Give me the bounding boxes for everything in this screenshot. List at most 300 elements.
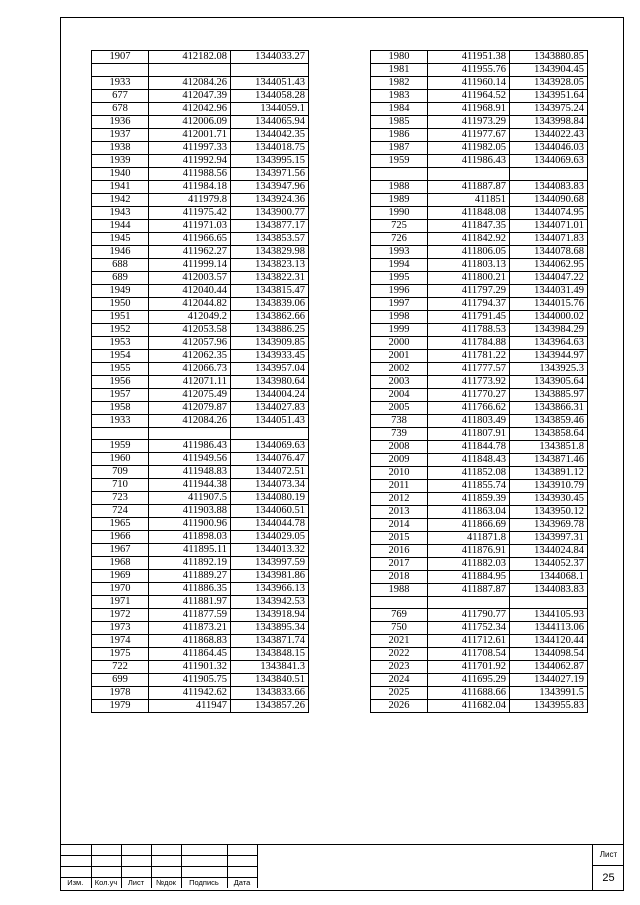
x-coordinate-cell: 411986.43 (149, 440, 231, 453)
table-row (92, 258, 309, 271)
y-coordinate-cell: 1344059.1 (231, 102, 309, 115)
y-coordinate-cell: 1343823.13 (231, 258, 309, 271)
y-coordinate-cell: 1344071.01 (510, 219, 588, 232)
table-row (371, 362, 588, 375)
x-coordinate-cell: 411848.43 (428, 453, 510, 466)
table-row (371, 427, 588, 440)
y-coordinate-cell: 1344018.75 (231, 141, 309, 154)
table-row (371, 557, 588, 570)
point-number-cell: 2021 (371, 635, 428, 648)
table-row (92, 206, 309, 219)
table-row (371, 271, 588, 284)
table-row (371, 661, 588, 674)
point-number-cell: 1972 (92, 609, 149, 622)
title-block-grid (60, 845, 258, 888)
y-coordinate-cell: 1343841.3 (231, 661, 309, 674)
y-coordinate-cell: 1344069.63 (231, 440, 309, 453)
y-coordinate-cell: 1343886.25 (231, 323, 309, 336)
x-coordinate-cell: 411955.76 (428, 64, 510, 77)
point-number-cell: 1946 (92, 245, 149, 258)
x-coordinate-cell (428, 168, 510, 181)
point-number-cell: 1971 (92, 596, 149, 609)
x-coordinate-cell: 411695.29 (428, 674, 510, 687)
table-row (371, 700, 588, 713)
table-row (92, 414, 309, 427)
table-row (92, 271, 309, 284)
point-number-cell: 1939 (92, 154, 149, 167)
point-number-cell (371, 168, 428, 181)
x-coordinate-cell: 411797.29 (428, 284, 510, 297)
y-coordinate-cell: 1343840.51 (231, 674, 309, 687)
point-number-cell: 2012 (371, 492, 428, 505)
y-coordinate-cell (510, 596, 588, 609)
table-row (92, 674, 309, 687)
title-block (60, 844, 624, 891)
stamp-kol-uch-label: Кол.уч (91, 877, 121, 888)
y-coordinate-cell: 1343905.64 (510, 375, 588, 388)
x-coordinate-cell: 411790.77 (428, 609, 510, 622)
y-coordinate-cell: 1343857.26 (231, 700, 309, 713)
x-coordinate-cell: 411895.11 (149, 544, 231, 557)
y-coordinate-cell: 1344076.47 (231, 453, 309, 466)
point-number-cell: 1983 (371, 90, 428, 103)
y-coordinate-cell: 1344051.43 (231, 76, 309, 89)
point-number-cell: 2023 (371, 661, 428, 674)
point-number-cell: 726 (371, 232, 428, 245)
y-coordinate-cell: 1344098.54 (510, 648, 588, 661)
y-coordinate-cell: 1343848.15 (231, 648, 309, 661)
y-coordinate-cell: 1344068.1 (510, 570, 588, 583)
point-number-cell: 1933 (92, 414, 149, 427)
x-coordinate-cell: 412071.11 (149, 375, 231, 388)
table-row (92, 570, 309, 583)
table-row (92, 349, 309, 362)
y-coordinate-cell: 1343998.84 (510, 116, 588, 129)
point-number-cell: 1965 (92, 518, 149, 531)
point-number-cell: 1994 (371, 258, 428, 271)
table-row (92, 323, 309, 336)
table-row (371, 323, 588, 336)
y-coordinate-cell: 1344090.68 (510, 193, 588, 206)
point-number-cell: 2022 (371, 648, 428, 661)
point-number-cell: 1907 (92, 51, 149, 64)
table-row (92, 401, 309, 414)
table-row (92, 76, 309, 89)
y-coordinate-cell: 1344060.51 (231, 505, 309, 518)
table-row (92, 635, 309, 648)
y-coordinate-cell: 1343925.3 (510, 362, 588, 375)
y-coordinate-cell: 1343858.64 (510, 427, 588, 440)
x-coordinate-cell: 411975.42 (149, 206, 231, 219)
x-coordinate-cell: 412182.08 (149, 51, 231, 64)
point-number-cell: 2011 (371, 479, 428, 492)
x-coordinate-cell: 411889.27 (149, 570, 231, 583)
sheet-label: Лист (593, 845, 624, 866)
x-coordinate-cell: 411688.66 (428, 687, 510, 700)
point-number-cell: 1959 (92, 440, 149, 453)
table-row (371, 492, 588, 505)
x-coordinate-cell: 412042.96 (149, 102, 231, 115)
table-row (92, 128, 309, 141)
table-row (371, 648, 588, 661)
table-row (371, 518, 588, 531)
point-number-cell: 1979 (92, 700, 149, 713)
x-coordinate-cell: 412047.39 (149, 89, 231, 102)
point-number-cell: 1987 (371, 142, 428, 155)
y-coordinate-cell: 1344044.78 (231, 518, 309, 531)
y-coordinate-cell: 1343829.98 (231, 245, 309, 258)
table-row (92, 427, 309, 440)
table-row (371, 245, 588, 258)
x-coordinate-cell: 411944.38 (149, 479, 231, 492)
x-coordinate-cell: 411851 (428, 193, 510, 206)
x-coordinate-cell: 411882.03 (428, 557, 510, 570)
y-coordinate-cell: 1344080.19 (231, 492, 309, 505)
y-coordinate-cell: 1344047.22 (510, 271, 588, 284)
y-coordinate-cell: 1344015.76 (510, 297, 588, 310)
y-coordinate-cell: 1343910.79 (510, 479, 588, 492)
point-number-cell: 1938 (92, 141, 149, 154)
table-row (92, 518, 309, 531)
y-coordinate-cell: 1343900.77 (231, 206, 309, 219)
x-coordinate-cell: 412084.26 (149, 76, 231, 89)
table-row (371, 51, 588, 64)
y-coordinate-cell: 1343964.63 (510, 336, 588, 349)
x-coordinate-cell: 411770.27 (428, 388, 510, 401)
table-row (92, 479, 309, 492)
point-number-cell: 724 (92, 505, 149, 518)
x-coordinate-cell: 411803.49 (428, 414, 510, 427)
point-number-cell: 1944 (92, 219, 149, 232)
point-number-cell: 1942 (92, 193, 149, 206)
table-row (371, 90, 588, 103)
x-coordinate-cell: 412003.57 (149, 271, 231, 284)
point-number-cell: 677 (92, 89, 149, 102)
x-coordinate-cell: 411951.38 (428, 51, 510, 64)
y-coordinate-cell: 1344027.19 (510, 674, 588, 687)
y-coordinate-cell: 1343975.24 (510, 103, 588, 116)
y-coordinate-cell: 1344072.51 (231, 466, 309, 479)
y-coordinate-cell: 1343969.78 (510, 518, 588, 531)
table-row (371, 180, 588, 193)
x-coordinate-cell: 411988.56 (149, 167, 231, 180)
x-coordinate-cell: 411784.88 (428, 336, 510, 349)
table-row (371, 349, 588, 362)
point-number-cell: 1967 (92, 544, 149, 557)
y-coordinate-cell: 1344052.37 (510, 557, 588, 570)
point-number-cell: 1945 (92, 232, 149, 245)
x-coordinate-cell: 411886.35 (149, 583, 231, 596)
y-coordinate-cell: 1343918.94 (231, 609, 309, 622)
point-number-cell: 2017 (371, 557, 428, 570)
point-number-cell: 1974 (92, 635, 149, 648)
point-number-cell: 750 (371, 622, 428, 635)
point-number-cell: 1937 (92, 128, 149, 141)
y-coordinate-cell: 1343933.45 (231, 349, 309, 362)
table-row (92, 154, 309, 167)
point-number-cell: 1968 (92, 557, 149, 570)
point-number-cell: 1981 (371, 64, 428, 77)
point-number-cell: 1988 (371, 180, 428, 193)
x-coordinate-cell: 411791.45 (428, 310, 510, 323)
y-coordinate-cell: 1343971.56 (231, 167, 309, 180)
x-coordinate-cell: 411949.56 (149, 453, 231, 466)
point-number-cell: 1957 (92, 388, 149, 401)
x-coordinate-cell: 411844.78 (428, 440, 510, 453)
table-row (371, 531, 588, 544)
y-coordinate-cell: 1344046.03 (510, 142, 588, 155)
point-number-cell: 1956 (92, 375, 149, 388)
table-row (371, 232, 588, 245)
y-coordinate-cell: 1344058.28 (231, 89, 309, 102)
table-row (92, 362, 309, 375)
point-number-cell: 2024 (371, 674, 428, 687)
table-row (92, 284, 309, 297)
coordinates-table-left (91, 50, 309, 713)
x-coordinate-cell: 412084.26 (149, 414, 231, 427)
y-coordinate-cell: 1343833.66 (231, 687, 309, 700)
x-coordinate-cell: 411907.5 (149, 492, 231, 505)
y-coordinate-cell: 1343924.36 (231, 193, 309, 206)
y-coordinate-cell: 1343981.86 (231, 570, 309, 583)
point-number-cell: 2015 (371, 531, 428, 544)
x-coordinate-cell: 411864.45 (149, 648, 231, 661)
x-coordinate-cell: 411863.04 (428, 505, 510, 518)
x-coordinate-cell: 411859.39 (428, 492, 510, 505)
table-row (371, 440, 588, 453)
point-number-cell (92, 427, 149, 440)
table-row (92, 141, 309, 154)
point-number-cell: 1982 (371, 77, 428, 90)
y-coordinate-cell: 1344071.83 (510, 232, 588, 245)
table-row (371, 129, 588, 142)
point-number-cell: 2004 (371, 388, 428, 401)
point-number-cell: 1995 (371, 271, 428, 284)
table-row (92, 440, 309, 453)
y-coordinate-cell: 1343997.31 (510, 531, 588, 544)
x-coordinate-cell: 411788.53 (428, 323, 510, 336)
point-number-cell: 1989 (371, 193, 428, 206)
table-row (92, 297, 309, 310)
y-coordinate-cell: 1343991.5 (510, 687, 588, 700)
x-coordinate-cell: 411752.34 (428, 622, 510, 635)
y-coordinate-cell: 1343877.17 (231, 219, 309, 232)
x-coordinate-cell: 412079.87 (149, 401, 231, 414)
table-row (92, 219, 309, 232)
y-coordinate-cell: 1343950.12 (510, 505, 588, 518)
table-row (92, 89, 309, 102)
point-number-cell: 723 (92, 492, 149, 505)
x-coordinate-cell: 411708.54 (428, 648, 510, 661)
y-coordinate-cell: 1343984.29 (510, 323, 588, 336)
point-number-cell: 1998 (371, 310, 428, 323)
stamp-list-label: Лист (121, 877, 151, 888)
point-number-cell: 1978 (92, 687, 149, 700)
point-number-cell: 1975 (92, 648, 149, 661)
table-row (92, 687, 309, 700)
table-row (92, 531, 309, 544)
table-row (371, 168, 588, 181)
x-coordinate-cell: 411701.92 (428, 661, 510, 674)
point-number-cell: 2002 (371, 362, 428, 375)
x-coordinate-cell: 411984.18 (149, 180, 231, 193)
point-number-cell: 1951 (92, 310, 149, 323)
y-coordinate-cell: 1344105.93 (510, 609, 588, 622)
table-row (371, 155, 588, 168)
y-coordinate-cell: 1343885.97 (510, 388, 588, 401)
x-coordinate-cell: 412006.09 (149, 115, 231, 128)
y-coordinate-cell: 1343859.46 (510, 414, 588, 427)
y-coordinate-cell: 1343904.45 (510, 64, 588, 77)
y-coordinate-cell: 1344062.95 (510, 258, 588, 271)
table-row (371, 103, 588, 116)
y-coordinate-cell: 1343980.64 (231, 375, 309, 388)
coordinates-table-right (370, 50, 588, 713)
x-coordinate-cell: 411900.96 (149, 518, 231, 531)
table-row (371, 297, 588, 310)
x-coordinate-cell: 411777.57 (428, 362, 510, 375)
point-number-cell: 2010 (371, 466, 428, 479)
point-number-cell: 725 (371, 219, 428, 232)
x-coordinate-cell: 412049.2 (149, 310, 231, 323)
table-row (92, 388, 309, 401)
point-number-cell: 1959 (371, 155, 428, 168)
table-row (92, 700, 309, 713)
point-number-cell: 1966 (92, 531, 149, 544)
table-row (371, 401, 588, 414)
point-number-cell: 2000 (371, 336, 428, 349)
y-coordinate-cell: 1343928.05 (510, 77, 588, 90)
y-coordinate-cell: 1343942.53 (231, 596, 309, 609)
table-row (371, 622, 588, 635)
table-row (371, 375, 588, 388)
x-coordinate-cell: 411806.05 (428, 245, 510, 258)
y-coordinate-cell: 1344022.43 (510, 129, 588, 142)
point-number-cell: 689 (92, 271, 149, 284)
table-row (92, 64, 309, 77)
y-coordinate-cell: 1343866.31 (510, 401, 588, 414)
table-row (371, 219, 588, 232)
point-number-cell: 1973 (92, 622, 149, 635)
point-number-cell: 1936 (92, 115, 149, 128)
table-row (92, 115, 309, 128)
y-coordinate-cell: 1343815.47 (231, 284, 309, 297)
point-number-cell: 2008 (371, 440, 428, 453)
table-row (371, 310, 588, 323)
x-coordinate-cell: 411901.32 (149, 661, 231, 674)
table-row (371, 544, 588, 557)
y-coordinate-cell: 1344000.02 (510, 310, 588, 323)
y-coordinate-cell: 1344013.32 (231, 544, 309, 557)
x-coordinate-cell: 411960.14 (428, 77, 510, 90)
x-coordinate-cell: 411884.95 (428, 570, 510, 583)
point-number-cell: 1969 (92, 570, 149, 583)
table-row (371, 453, 588, 466)
point-number-cell (92, 64, 149, 77)
x-coordinate-cell: 411997.33 (149, 141, 231, 154)
point-number-cell: 1943 (92, 206, 149, 219)
table-row (92, 336, 309, 349)
point-number-cell: 1986 (371, 129, 428, 142)
table-row (371, 609, 588, 622)
table-row (92, 453, 309, 466)
x-coordinate-cell: 411942.62 (149, 687, 231, 700)
point-number-cell: 2005 (371, 401, 428, 414)
point-number-cell: 1984 (371, 103, 428, 116)
y-coordinate-cell: 1343951.64 (510, 90, 588, 103)
table-row (371, 466, 588, 479)
table-row (92, 648, 309, 661)
table-row (92, 193, 309, 206)
table-row (92, 51, 309, 64)
table-row (92, 102, 309, 115)
point-number-cell: 1993 (371, 245, 428, 258)
x-coordinate-cell: 411898.03 (149, 531, 231, 544)
point-number-cell: 739 (371, 427, 428, 440)
point-number-cell: 769 (371, 609, 428, 622)
x-coordinate-cell: 411876.91 (428, 544, 510, 557)
x-coordinate-cell: 411966.65 (149, 232, 231, 245)
point-number-cell: 678 (92, 102, 149, 115)
x-coordinate-cell: 411903.88 (149, 505, 231, 518)
x-coordinate-cell: 411682.04 (428, 700, 510, 713)
stamp-podpis-label: Подпись (181, 877, 227, 888)
x-coordinate-cell: 411892.19 (149, 557, 231, 570)
x-coordinate-cell: 411947 (149, 700, 231, 713)
table-row (371, 142, 588, 155)
table-row (371, 116, 588, 129)
y-coordinate-cell: 1344051.43 (231, 414, 309, 427)
x-coordinate-cell: 411855.74 (428, 479, 510, 492)
table-row (371, 336, 588, 349)
x-coordinate-cell: 412053.58 (149, 323, 231, 336)
point-number-cell: 1985 (371, 116, 428, 129)
y-coordinate-cell: 1343891.12 (510, 466, 588, 479)
y-coordinate-cell: 1344073.34 (231, 479, 309, 492)
x-coordinate-cell (428, 596, 510, 609)
stamp-data-label: Дата (227, 877, 257, 888)
table-row (371, 388, 588, 401)
point-number-cell: 2025 (371, 687, 428, 700)
x-coordinate-cell: 412062.35 (149, 349, 231, 362)
table-row (92, 596, 309, 609)
y-coordinate-cell: 1343909.85 (231, 336, 309, 349)
point-number-cell: 1970 (92, 583, 149, 596)
point-number-cell: 1997 (371, 297, 428, 310)
table-row (92, 180, 309, 193)
y-coordinate-cell: 1343853.57 (231, 232, 309, 245)
point-number-cell: 2018 (371, 570, 428, 583)
y-coordinate-cell: 1343957.04 (231, 362, 309, 375)
point-number-cell: 2003 (371, 375, 428, 388)
point-number-cell: 1953 (92, 336, 149, 349)
table-row (92, 492, 309, 505)
table-row (371, 687, 588, 700)
x-coordinate-cell: 411964.52 (428, 90, 510, 103)
point-number-cell: 2016 (371, 544, 428, 557)
point-number-cell: 2013 (371, 505, 428, 518)
point-number-cell: 1988 (371, 583, 428, 596)
table-row (371, 258, 588, 271)
point-number-cell: 1980 (371, 51, 428, 64)
x-coordinate-cell: 411887.87 (428, 180, 510, 193)
table-row (92, 245, 309, 258)
y-coordinate-cell: 1344078.68 (510, 245, 588, 258)
x-coordinate-cell: 411866.69 (428, 518, 510, 531)
table-row (371, 193, 588, 206)
stamp-ndok-label: №док (151, 877, 181, 888)
x-coordinate-cell: 411868.83 (149, 635, 231, 648)
